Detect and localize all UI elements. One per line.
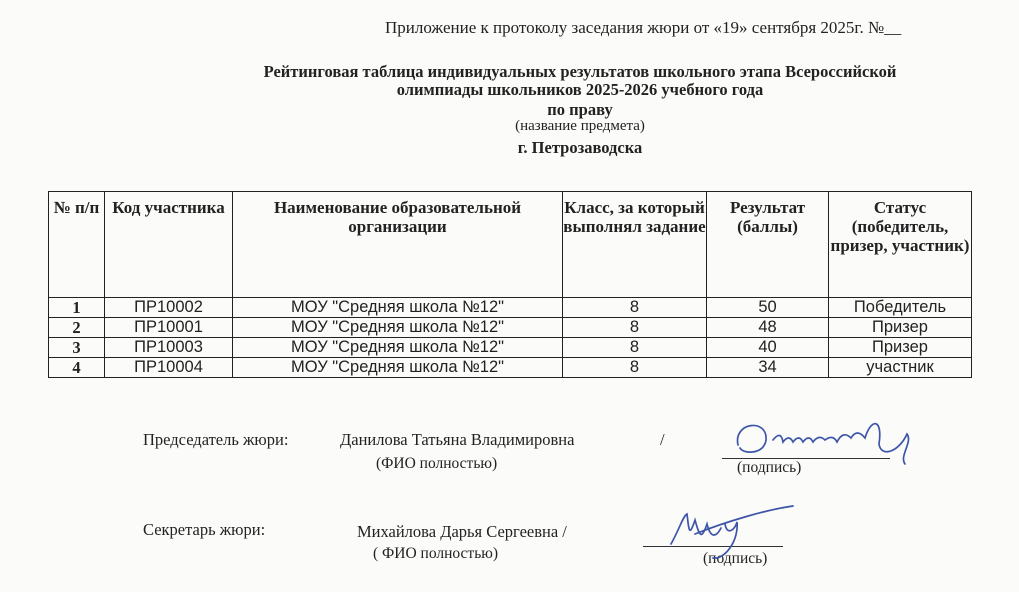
chair-name: Данилова Татьяна Владимировна (340, 430, 575, 449)
cell-score: 50 (707, 298, 829, 318)
cell-code: ПР10004 (105, 358, 233, 378)
cell-grade: 8 (563, 298, 707, 318)
cell-code: ПР10002 (105, 298, 233, 318)
cell-score: 34 (707, 358, 829, 378)
cell-status: Победитель (829, 298, 972, 318)
city-name: г. Петрозаводска (517, 138, 643, 157)
header-org: Наименование образовательной организации (233, 192, 563, 298)
cell-status: участник (829, 358, 972, 378)
header-grade: Класс, за который выполнял задание (563, 192, 707, 298)
header-score: Результат (баллы) (707, 192, 829, 298)
cell-code: ПР10001 (105, 318, 233, 338)
header-status: Статус (победитель, призер, участник) (829, 192, 972, 298)
rating-table (48, 191, 972, 378)
document-title-line1: Рейтинговая таблица индивидуальных результатов школьного этапа Всероссийской (263, 62, 897, 81)
cell-org: МОУ "Средняя школа №12" (233, 338, 563, 358)
cell-org: МОУ "Средняя школа №12" (233, 358, 563, 378)
chair-fio-hint: (ФИО полностью) (376, 455, 498, 472)
cell-grade: 8 (563, 338, 707, 358)
chair-slash: / (660, 430, 665, 449)
header-num: № п/п (49, 192, 105, 298)
table-row (49, 338, 972, 358)
cell-num: 4 (49, 358, 105, 378)
secretary-sign-hint: (подпись) (703, 550, 768, 567)
cell-grade: 8 (563, 318, 707, 338)
table-row (49, 318, 972, 338)
cell-num: 2 (49, 318, 105, 338)
subject-hint: (название предмета) (515, 118, 645, 134)
cell-score: 48 (707, 318, 829, 338)
cell-status: Призер (829, 338, 972, 358)
table-row (49, 358, 972, 378)
document-title-line2: олимпиады школьников 2025-2026 учебного года (396, 80, 764, 99)
secretary-label: Секретарь жюри: (143, 520, 266, 539)
appendix-line: Приложение к протоколу заседания жюри от «19» сентября 2025г. №__ (385, 18, 902, 37)
table-row (49, 298, 972, 318)
chair-label: Председатель жюри: (143, 430, 289, 449)
cell-code: ПР10003 (105, 338, 233, 358)
secretary-name: Михайлова Дарья Сергеевна / (357, 522, 567, 541)
cell-org: МОУ "Средняя школа №12" (233, 318, 563, 338)
secretary-fio-hint: ( ФИО полностью) (373, 545, 499, 562)
cell-grade: 8 (563, 358, 707, 378)
chair-sign-hint: (подпись) (737, 459, 802, 476)
cell-status: Призер (829, 318, 972, 338)
table-header-row (49, 192, 972, 298)
cell-org: МОУ "Средняя школа №12" (233, 298, 563, 318)
subject-name: по праву (547, 100, 613, 119)
secretary-signature (665, 500, 805, 570)
chair-signature (728, 410, 978, 470)
header-code: Код участника (105, 192, 233, 298)
cell-score: 40 (707, 338, 829, 358)
cell-num: 3 (49, 338, 105, 358)
cell-num: 1 (49, 298, 105, 318)
